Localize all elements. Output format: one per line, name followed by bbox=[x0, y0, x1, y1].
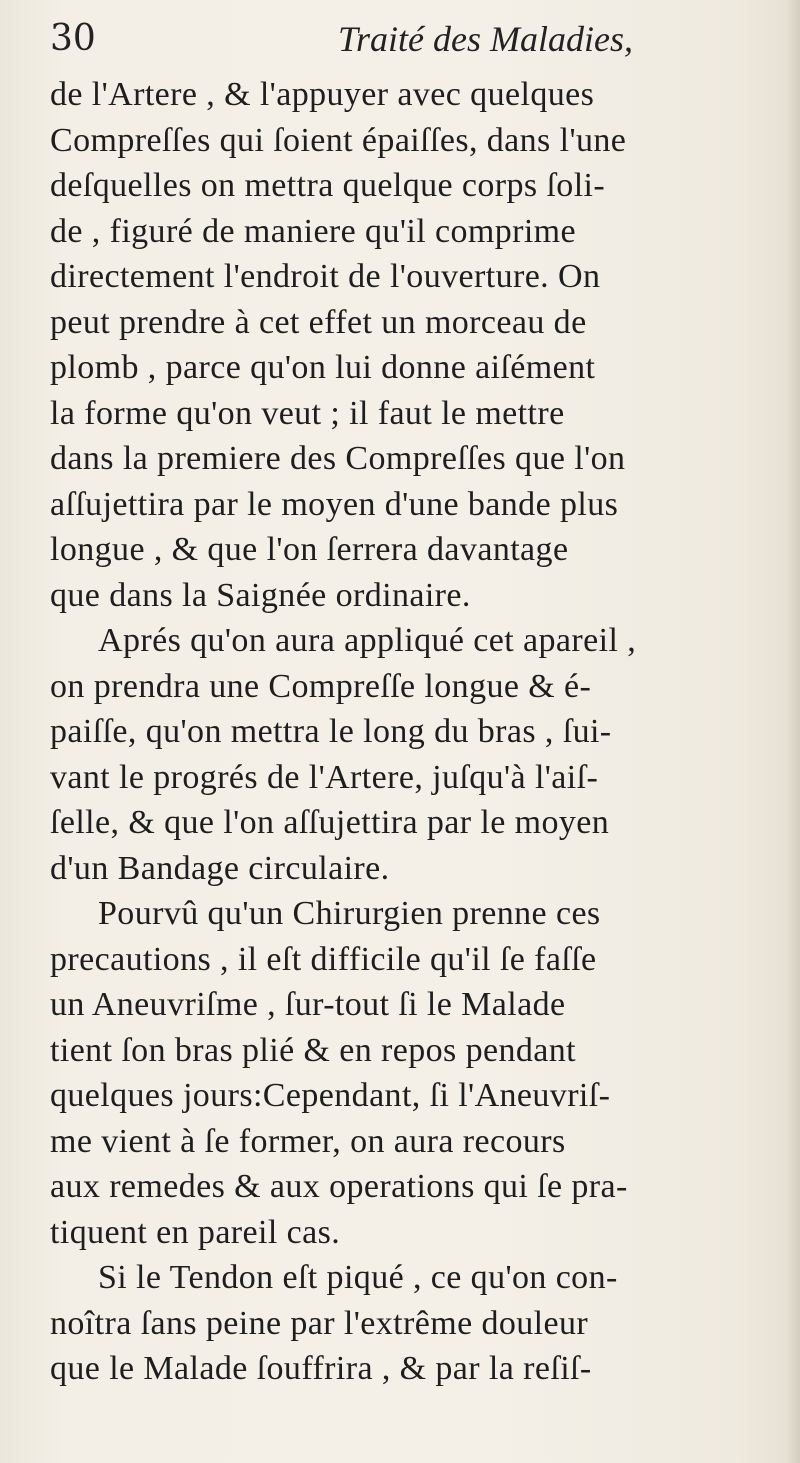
text-line: noîtra ſans peine par l'extrême douleur bbox=[50, 1304, 589, 1342]
paragraph-first-line: Si le Tendon eſt piqué , ce qu'on con- bbox=[98, 1259, 618, 1296]
body-text bbox=[50, 72, 780, 1392]
paragraph-first-line: Aprés qu'on aura appliqué cet apareil , bbox=[98, 622, 637, 659]
text-line: la forme qu'on veut ; il faut le mettre bbox=[50, 394, 565, 432]
text-line: longue , & que l'on ſerrera davantage bbox=[50, 531, 569, 568]
text-line: que le Malade ſouffrira , & par la reſiſ- bbox=[50, 1350, 592, 1387]
text-line: peut prendre à cet effet un morceau de bbox=[50, 303, 587, 341]
text-line: Compreſſes qui ſoient épaiſſes, dans l'une bbox=[50, 121, 627, 159]
text-line: precautions , il eſt difficile qu'il ſe faſſe bbox=[50, 940, 597, 978]
running-title: Traité des Maladies, bbox=[338, 19, 633, 59]
text-line: aux remedes & aux operations qui ſe pra- bbox=[50, 1168, 628, 1205]
text-line: tient ſon bras plié & en repos pendant bbox=[50, 1031, 577, 1069]
page-number: 30 bbox=[50, 18, 96, 59]
text-line: tiquent en pareil cas. bbox=[50, 1213, 341, 1251]
paragraph-first-line: Pourvû qu'un Chirurgien prenne ces bbox=[98, 895, 601, 932]
text-line: ſelle, & que l'on aſſujettira par le moyen bbox=[50, 804, 610, 841]
text-line: me vient à ſe former, on aura recours bbox=[50, 1122, 566, 1160]
text-line: d'un Bandage circulaire. bbox=[50, 849, 390, 887]
text-line: on prendra une Compreſſe longue & é- bbox=[50, 667, 592, 705]
text-line: vant le progrés de l'Artere, juſqu'à l'aiſ- bbox=[50, 758, 599, 796]
page-edge-shadow bbox=[786, 0, 800, 1463]
text-line: un Aneuvriſme , ſur-tout ſi le Malade bbox=[50, 986, 566, 1023]
text-line: de , figuré de maniere qu'il comprime bbox=[50, 212, 577, 250]
text-line: dans la premiere des Compreſſes que l'on bbox=[50, 440, 626, 477]
page-header bbox=[50, 18, 770, 78]
text-line: de l'Artere , & l'appuyer avec quelques bbox=[50, 76, 595, 113]
text-line: deſquelles on mettra quelque corps ſoli- bbox=[50, 167, 606, 204]
text-line: paiſſe, qu'on mettra le long du bras , ſui- bbox=[50, 713, 612, 750]
text-line: quelques jours:Cependant, ſi l'Aneuvriſ- bbox=[50, 1077, 611, 1114]
text-line: que dans la Saignée ordinaire. bbox=[50, 576, 471, 614]
text-line: aſſujettira par le moyen d'une bande plus bbox=[50, 485, 619, 523]
text-line: directement l'endroit de l'ouverture. On bbox=[50, 258, 601, 295]
text-line: plomb , parce qu'on lui donne aiſément bbox=[50, 349, 596, 386]
